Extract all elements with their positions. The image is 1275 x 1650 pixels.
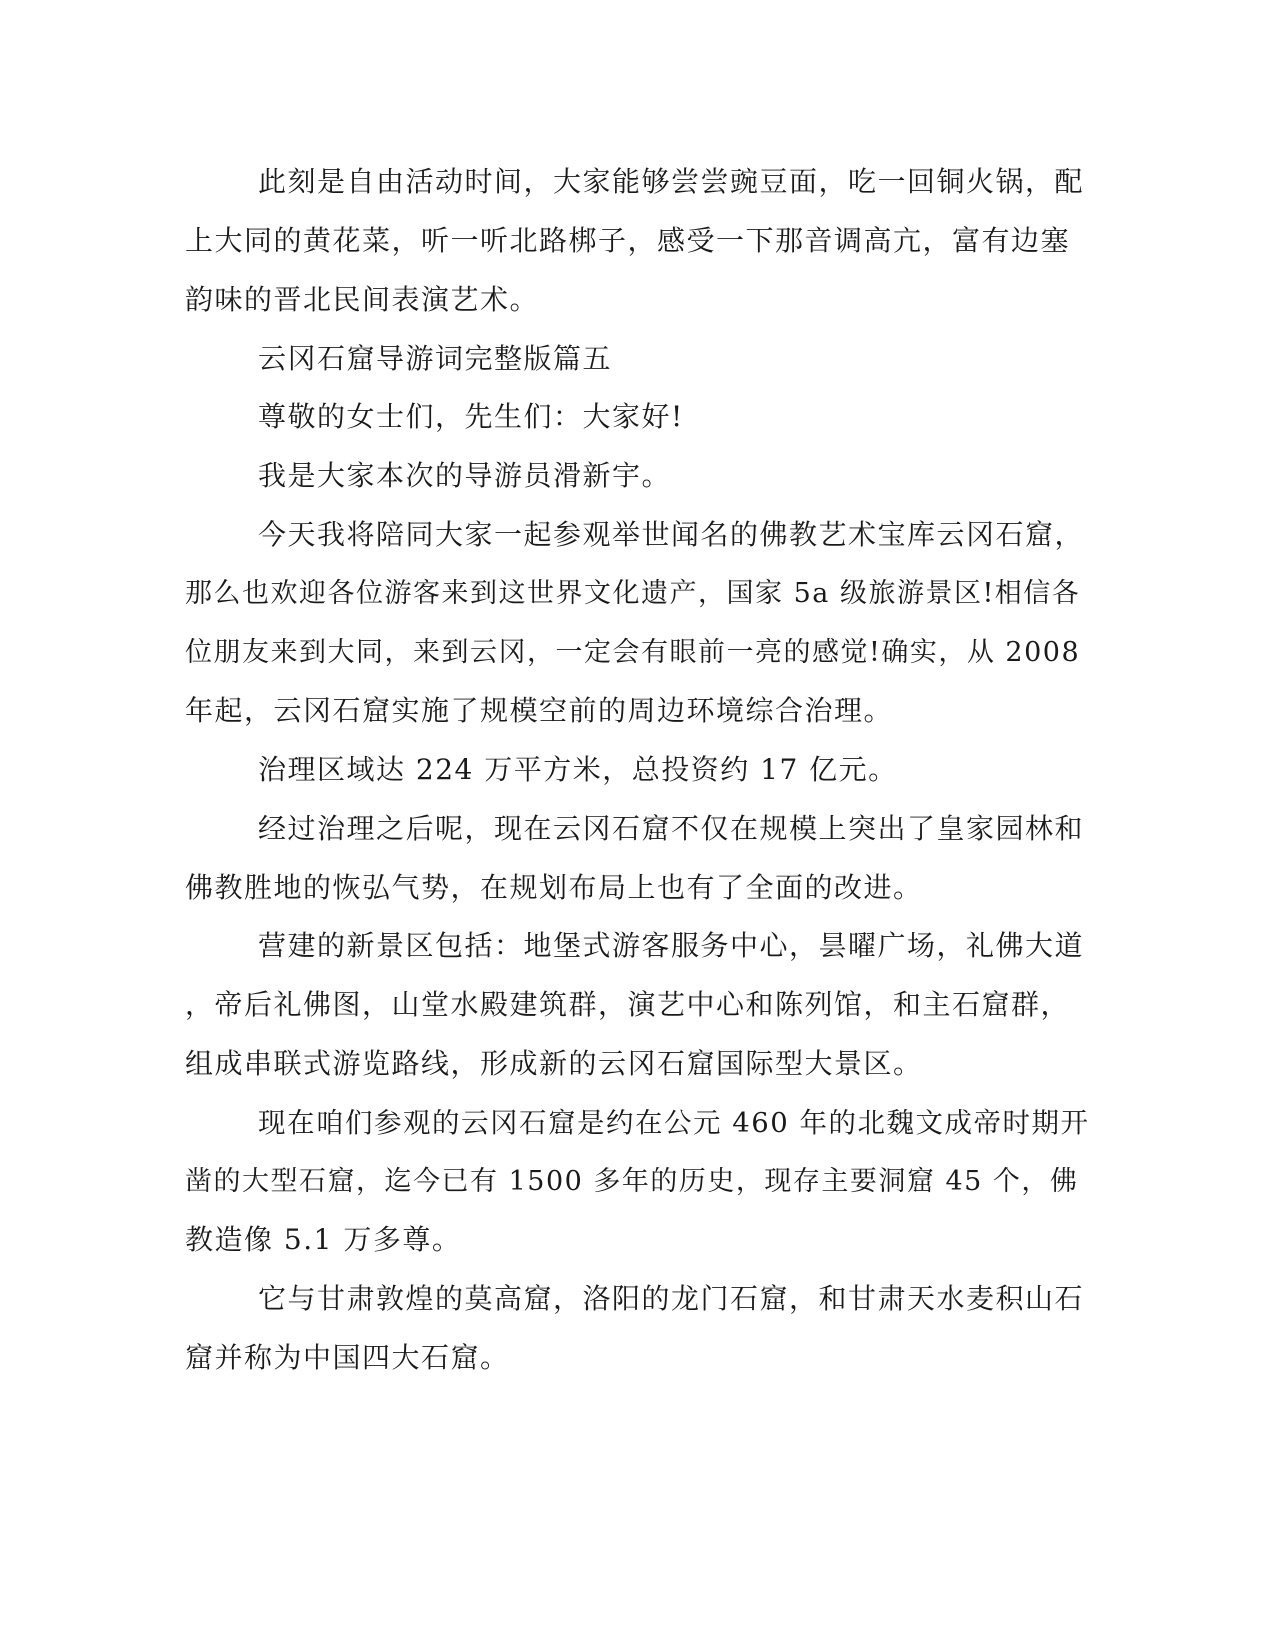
text-line: 现在咱们参观的云冈石窟是约在公元 460 年的北魏文成帝时期开 bbox=[258, 1107, 1090, 1139]
text-line: 年起，云冈石窟实施了规模空前的周边环境综合治理。 bbox=[185, 694, 894, 727]
text-line: 位朋友来到大同，来到云冈，一定会有眼前一亮的感觉!确实，从 2008 bbox=[185, 637, 1081, 668]
text-line: 营建的新景区包括：地堡式游客服务中心，昙曜广场，礼佛大道 bbox=[258, 929, 1085, 962]
text-line: 尊敬的女士们，先生们：大家好! bbox=[258, 400, 684, 433]
text-line: 上大同的黄花菜，听一听北路梆子，感受一下那音调高亢，富有边塞 bbox=[185, 224, 1071, 257]
text-line: 组成串联式游览路线，形成新的云冈石窟国际型大景区。 bbox=[185, 1047, 923, 1080]
text-line: 教造像 5.1 万多尊。 bbox=[185, 1223, 462, 1256]
text-line: 那么也欢迎各位游客来到这世界文化遗产，国家 5a 级旅游景区!相信各 bbox=[185, 578, 1081, 609]
section-heading: 云冈石窟导游词完整版篇五 bbox=[258, 342, 613, 375]
text-line: 我是大家本次的导游员滑新宇。 bbox=[258, 459, 672, 492]
text-line: 佛教胜地的恢弘气势，在规划布局上也有了全面的改进。 bbox=[185, 871, 923, 904]
text-line: 凿的大型石窟，迄今已有 1500 多年的历史，现存主要洞窟 45 个，佛 bbox=[185, 1166, 1079, 1197]
text-line: 韵味的晋北民间表演艺术。 bbox=[185, 283, 540, 316]
text-line: 经过治理之后呢，现在云冈石窟不仅在规模上突出了皇家园林和 bbox=[258, 812, 1085, 845]
text-line: ，帝后礼佛图，山堂水殿建筑群，演艺中心和陈列馆，和主石窟群， bbox=[185, 988, 1071, 1021]
text-line: 它与甘肃敦煌的莫高窟，洛阳的龙门石窟，和甘肃天水麦积山石 bbox=[258, 1282, 1085, 1315]
text-line: 此刻是自由活动时间，大家能够尝尝豌豆面，吃一回铜火锅，配 bbox=[258, 165, 1085, 198]
text-line: 治理区域达 224 万平方米，总投资约 17 亿元。 bbox=[258, 753, 898, 786]
text-line: 今天我将陪同大家一起参观举世闻名的佛教艺术宝库云冈石窟， bbox=[258, 518, 1085, 551]
text-line: 窟并称为中国四大石窟。 bbox=[185, 1341, 510, 1374]
